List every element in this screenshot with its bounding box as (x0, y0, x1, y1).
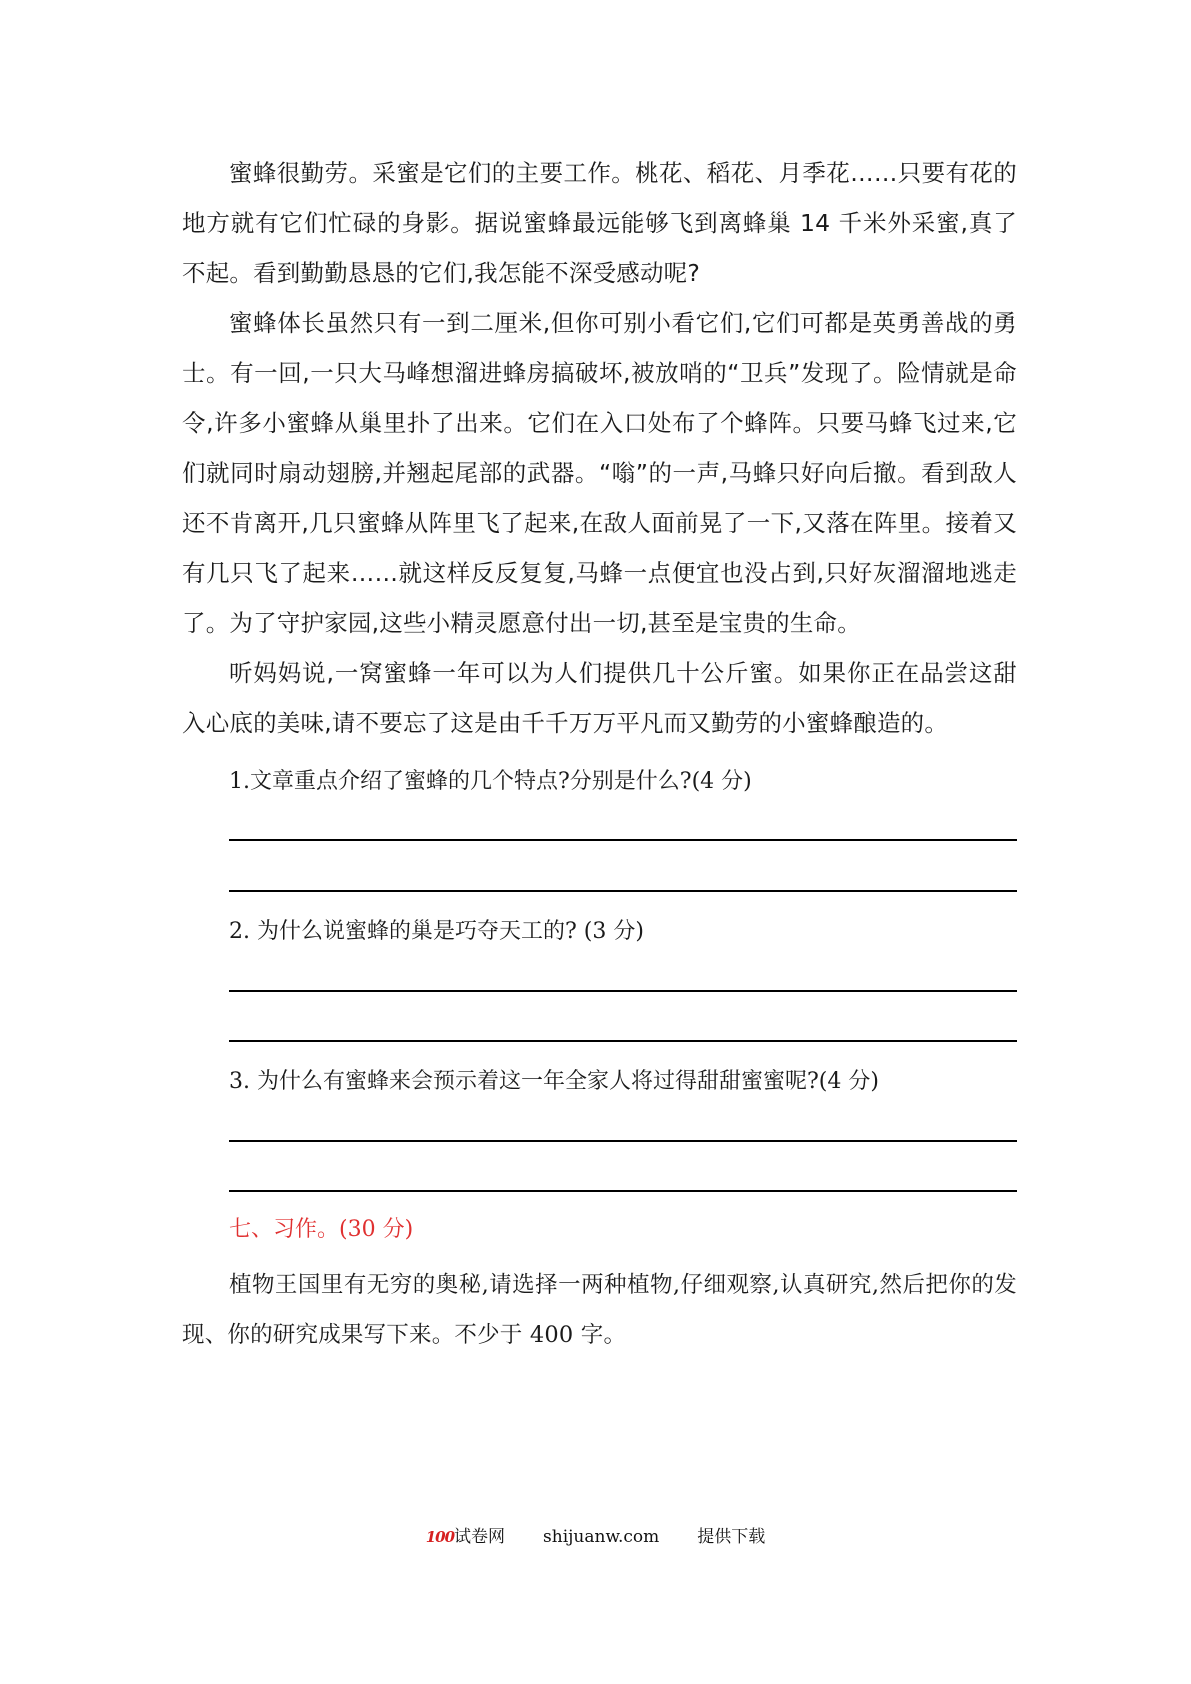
passage-paragraph-2: 蜜蜂体长虽然只有一到二厘米,但你可别小看它们,它们可都是英勇善战的勇士。有一回,一只大马峰想溜进蜂房搞破坏,被放哨的“卫兵”发现了。险情就是命令,许多小蜜蜂从巢里扑了出来。它们在入口处布了个蜂阵。只要马蜂飞过来,它们就同时扇动翅膀,并翘起尾部的武器。“嗡”的一声,马蜂只好向后撤。看到敌人还不肯离开,几只蜜蜂从阵里飞了起来,在敌人面前晃了一下,又落在阵里。接着又有几只飞了起来……就这样反反复复,马蜂一点便宜也没占到,只好灰溜溜地逃走了。为了守护家园,这些小精灵愿意付出一切,甚至是宝贵的生命。 (182, 309, 1017, 637)
answer-line-3b[interactable] (229, 1190, 1017, 1192)
answer-line-2a[interactable] (229, 990, 1017, 992)
answer-line-1a[interactable] (229, 839, 1017, 841)
footer-tagline: 提供下载 (697, 1527, 766, 1547)
question-1: 1.文章重点介绍了蜜蜂的几个特点?分别是什么?(4 分) (229, 769, 752, 794)
question-2: 2. 为什么说蜜蜂的巢是巧夺天工的? (3 分) (229, 919, 644, 944)
site-logo-number: 100 (425, 1528, 455, 1546)
writing-prompt: 植物王国里有无穷的奥秘,请选择一两种植物,仔细观察,认真研究,然后把你的发现、你的研究成果写下来。不少于 400 字。 (182, 1272, 1017, 1348)
answer-line-3a[interactable] (229, 1140, 1017, 1142)
footer-site-url[interactable]: shijuanw.com (543, 1527, 660, 1547)
passage-paragraph-1: 蜜蜂很勤劳。采蜜是它们的主要工作。桃花、稻花、月季花……只要有花的地方就有它们忙碌的身影。据说蜜蜂最远能够飞到离蜂巢 14 千米外采蜜,真了不起。看到勤勤恳恳的它们,我怎能不深受感动呢? (182, 159, 1017, 287)
footer (0, 1522, 1191, 1547)
passage-paragraph-3: 听妈妈说,一窝蜜蜂一年可以为人们提供几十公斤蜜。如果你正在品尝这甜入心底的美味,请不要忘了这是由千千万万平凡而又勤劳的小蜜蜂酿造的。 (182, 659, 1017, 737)
writing-section-heading: 七、习作。(30 分) (229, 1217, 414, 1242)
question-3: 3. 为什么有蜜蜂来会预示着这一年全家人将过得甜甜蜜蜜呢?(4 分) (229, 1069, 879, 1094)
site-logo-text: 试卷网 (454, 1527, 506, 1547)
answer-line-2b[interactable] (229, 1040, 1017, 1042)
answer-line-1b[interactable] (229, 890, 1017, 892)
